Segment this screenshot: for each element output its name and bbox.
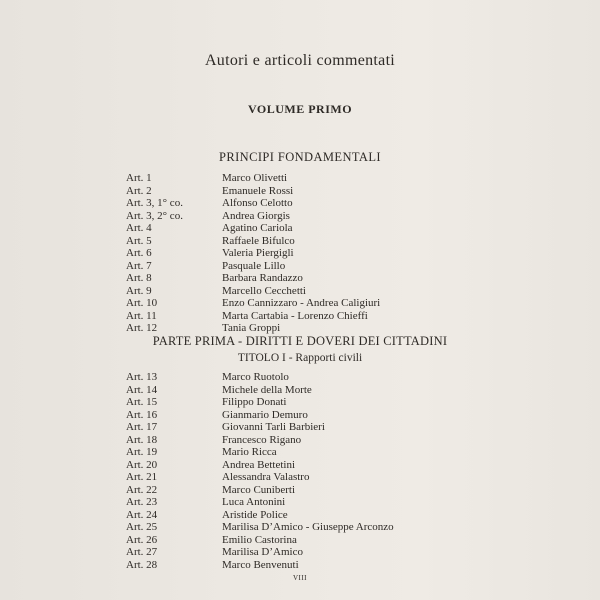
bleed-through-text <box>385 22 390 52</box>
author-name: Marco Olivetti <box>222 172 288 184</box>
author-name: Emanuele Rossi <box>222 184 294 197</box>
author-name: Aristide Police <box>222 508 288 521</box>
author-name: Marilisa D’Amico <box>222 546 303 558</box>
article-number: Art. 6 <box>126 247 152 259</box>
author-name: Marta Cartabia - Lorenzo Chieffi <box>222 309 368 322</box>
article-number: Art. 14 <box>126 383 158 396</box>
list-item <box>126 396 426 409</box>
author-name: Alfonso Celotto <box>222 197 293 209</box>
article-number: Art. 4 <box>126 222 152 234</box>
article-number: Art. 3, 2° co. <box>126 209 183 222</box>
article-number: Art. 28 <box>126 558 158 571</box>
article-number: Art. 15 <box>126 396 158 408</box>
article-number: Art. 11 <box>126 309 157 322</box>
author-name: Alessandra Valastro <box>222 471 310 483</box>
article-author-list-principi <box>126 172 426 335</box>
article-number: Art. 24 <box>126 508 158 521</box>
page-title: Autori e articoli commentati <box>204 52 396 69</box>
article-number: Art. 19 <box>126 446 158 458</box>
author-name: Barbara Randazzo <box>222 272 303 284</box>
article-number: Art. 17 <box>126 421 158 433</box>
author-name: Enzo Cannizzaro - Andrea Caligiuri <box>222 297 381 309</box>
list-item <box>126 496 426 509</box>
list-item <box>126 222 426 235</box>
author-name: Pasquale Lillo <box>222 259 286 272</box>
article-number: Art. 25 <box>126 521 158 533</box>
author-name: Marco Ruotolo <box>222 371 289 383</box>
author-name: Emilio Castorina <box>222 533 297 546</box>
article-number: Art. 27 <box>126 546 158 558</box>
list-item <box>126 434 426 447</box>
article-number: Art. 22 <box>126 483 158 496</box>
article-number: Art. 16 <box>126 408 158 421</box>
list-item <box>126 559 426 572</box>
volume-heading: VOLUME PRIMO <box>247 102 353 116</box>
article-number: Art. 10 <box>126 297 158 309</box>
list-item <box>126 172 426 185</box>
list-item <box>126 310 426 323</box>
section-heading-parte-prima: PARTE PRIMA - DIRITTI E DOVERI DEI CITTADINI <box>152 334 448 348</box>
list-item <box>126 471 426 484</box>
list-item <box>126 446 426 459</box>
author-name: Michele della Morte <box>222 383 312 396</box>
author-name: Valeria Piergigli <box>222 247 294 259</box>
author-name: Gianmario Demuro <box>222 408 308 421</box>
list-item <box>126 260 426 273</box>
list-item <box>126 546 426 559</box>
author-name: Marco Benvenuti <box>222 558 299 571</box>
article-number: Art. 5 <box>126 234 152 247</box>
list-item <box>126 272 426 285</box>
list-item <box>126 409 426 422</box>
author-name: Mario Ricca <box>222 446 277 458</box>
article-number: Art. 18 <box>126 433 158 446</box>
list-item <box>126 384 426 397</box>
list-item <box>126 235 426 248</box>
author-name: Andrea Giorgis <box>222 209 290 222</box>
list-item <box>126 421 426 434</box>
list-item <box>126 197 426 210</box>
author-name: Luca Antonini <box>222 496 286 508</box>
article-author-list-titolo-i <box>126 371 426 571</box>
author-name: Andrea Bettetini <box>222 458 296 471</box>
list-item <box>126 509 426 522</box>
author-name: Raffaele Bifulco <box>222 234 295 247</box>
section-subheading-titolo-i: TITOLO I - Rapporti civili <box>237 352 363 364</box>
author-name: Tania Groppi <box>222 322 281 334</box>
list-item <box>126 285 426 298</box>
list-item <box>126 534 426 547</box>
author-name: Francesco Rigano <box>222 433 302 446</box>
list-item <box>126 210 426 223</box>
article-number: Art. 23 <box>126 496 158 508</box>
author-name: Giovanni Tarli Barbieri <box>222 421 325 433</box>
list-item <box>126 247 426 260</box>
list-item <box>126 484 426 497</box>
article-number: Art. 13 <box>126 371 158 383</box>
article-number: Art. 1 <box>126 172 152 184</box>
author-name: Marco Cuniberti <box>222 483 296 496</box>
article-number: Art. 12 <box>126 322 158 334</box>
list-item <box>126 521 426 534</box>
article-number: Art. 21 <box>126 471 158 483</box>
section-heading-principi: PRINCIPI FONDAMENTALI <box>219 150 381 164</box>
list-item <box>126 459 426 472</box>
article-number: Art. 9 <box>126 284 152 297</box>
author-name: Marcello Cecchetti <box>222 284 306 297</box>
page-number: VIII <box>292 574 308 582</box>
list-item <box>126 371 426 384</box>
author-name: Agatino Cariola <box>222 222 293 234</box>
article-number: Art. 3, 1° co. <box>126 197 183 209</box>
article-number: Art. 8 <box>126 272 152 284</box>
list-item <box>126 297 426 310</box>
article-number: Art. 2 <box>126 184 152 197</box>
list-item <box>126 185 426 198</box>
article-number: Art. 26 <box>126 533 158 546</box>
author-name: Filippo Donati <box>222 396 287 408</box>
article-number: Art. 7 <box>126 259 152 272</box>
article-number: Art. 20 <box>126 458 158 471</box>
list-item <box>126 322 426 335</box>
author-name: Marilisa D’Amico - Giuseppe Arconzo <box>222 521 394 533</box>
